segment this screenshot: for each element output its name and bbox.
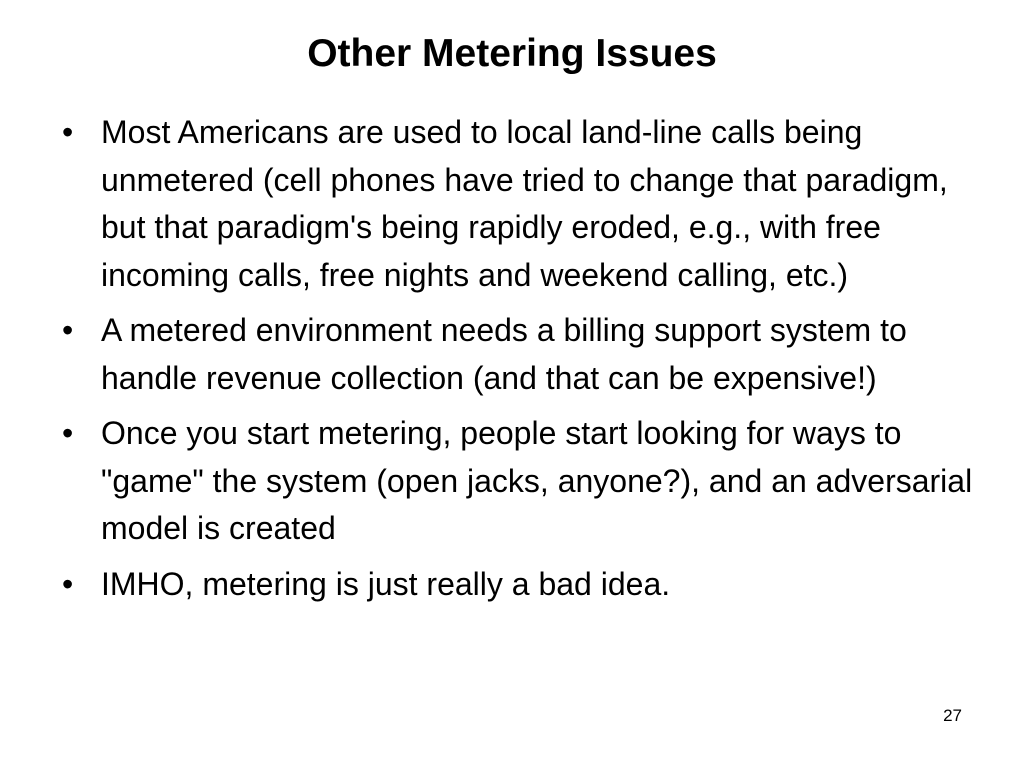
- bullet-item: [55, 307, 985, 402]
- bullet-marker: •: [62, 114, 74, 150]
- bullet-text: A metered environment needs a billing support system to handle revenue collection (and that can be expensive!): [101, 312, 907, 396]
- bullet-text: Most Americans are used to local land-line calls being unmetered (cell phones have tried to change that paradigm, but that paradigm's being rapidly eroded, e.g., with free incoming calls, free nights and weekend calling, etc.): [101, 114, 948, 293]
- bullet-text: IMHO, metering is just really a bad idea.: [101, 565, 671, 602]
- bullet-text: Once you start metering, people start looking for ways to "game" the system (open jacks, anyone?), and an adversarial model is created: [101, 415, 973, 546]
- slide-title: Other Metering Issues: [307, 32, 717, 75]
- bullet-marker: •: [62, 415, 74, 451]
- bullet-item: [55, 561, 985, 609]
- bullet-item: [55, 410, 985, 553]
- bullet-item: [55, 109, 985, 299]
- bullet-marker: •: [62, 312, 74, 348]
- page-number: 27: [943, 706, 962, 725]
- bullet-marker: •: [62, 565, 74, 602]
- bullet-list: [55, 109, 985, 616]
